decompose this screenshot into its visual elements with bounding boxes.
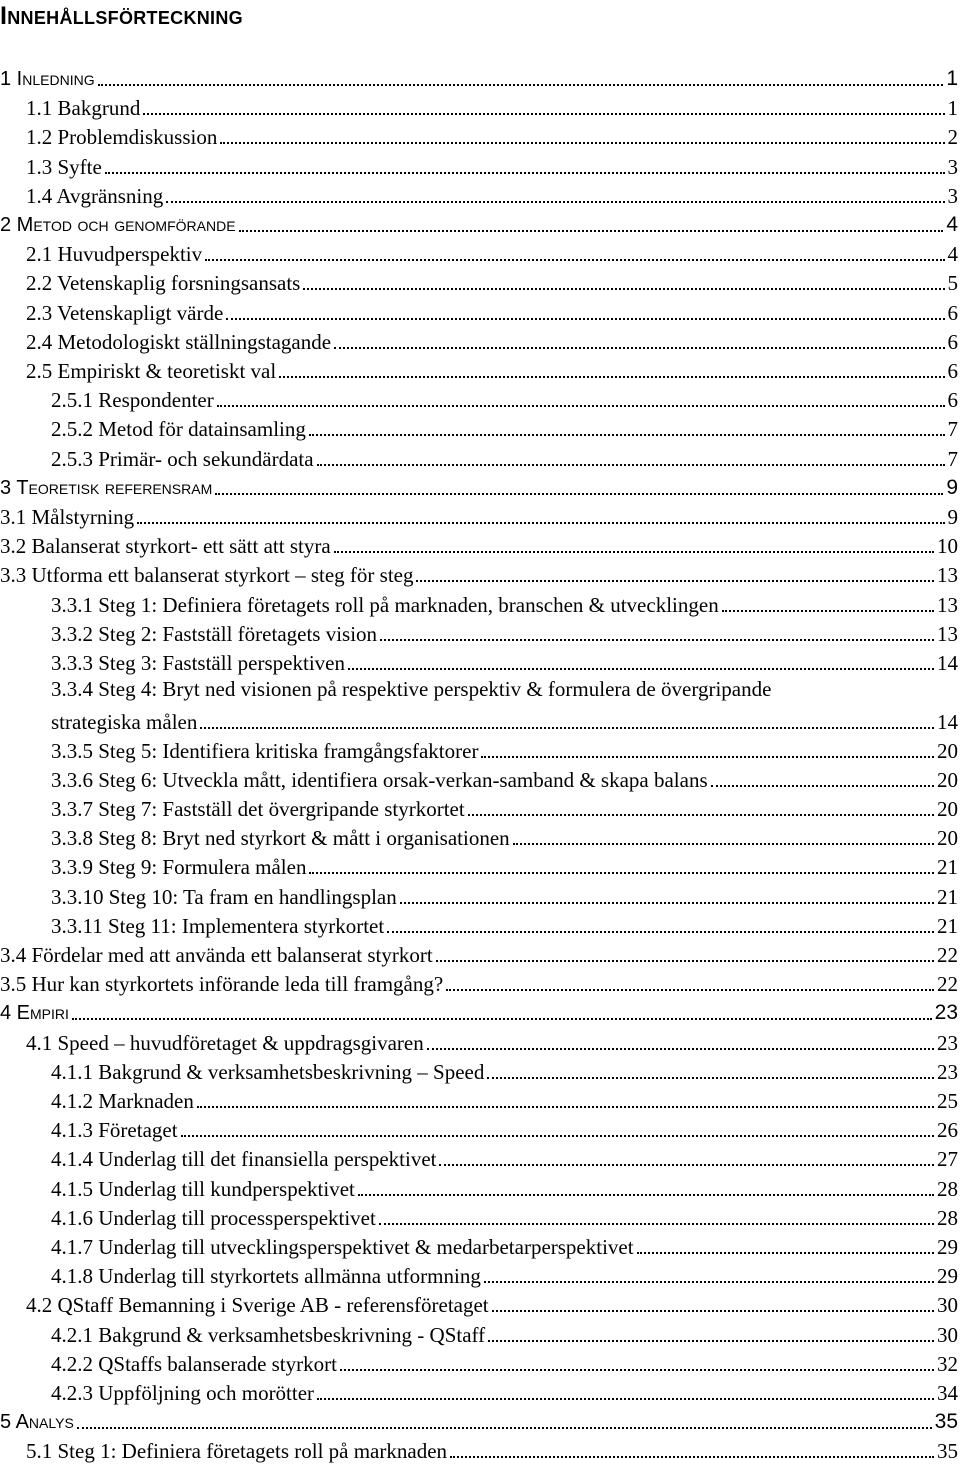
dot-leader (197, 1106, 934, 1108)
toc-entry-page-number: 1 (946, 67, 958, 90)
toc-entry[interactable] (0, 997, 958, 1026)
toc-entry[interactable] (0, 1260, 958, 1289)
toc-entry-title: 4.2.2 QStaffs balanserade styrkort (51, 1351, 337, 1376)
toc-entry[interactable] (0, 1143, 958, 1172)
dot-leader (340, 1369, 934, 1371)
dot-leader (722, 610, 934, 612)
toc-entry-page-number: 23 (937, 1059, 958, 1084)
toc-entry[interactable] (0, 881, 958, 910)
toc-entry-page-number: 32 (937, 1351, 958, 1376)
toc-entry[interactable] (0, 472, 958, 501)
toc-entry-page-number: 6 (947, 359, 958, 383)
toc-entry-title: 4.2 QStaff Bemanning i Sverige AB - referensföretaget (26, 1293, 489, 1318)
dot-leader (436, 960, 934, 962)
toc-entry-title: 1.3 Syfte (26, 154, 102, 179)
toc-entry-title: 3.5 Hur kan styrkortets införande leda till framgång? (0, 972, 444, 997)
toc-entry-page-number: 35 (934, 1410, 958, 1434)
toc-entry[interactable] (0, 764, 958, 793)
toc-entry[interactable] (0, 121, 958, 150)
dot-leader (143, 113, 944, 115)
toc-entry[interactable] (0, 209, 958, 238)
toc-entry[interactable] (0, 1056, 958, 1085)
toc-entry[interactable] (0, 355, 958, 384)
toc-entry-page-number: 22 (937, 972, 958, 997)
toc-entry[interactable] (0, 968, 958, 997)
toc-entry-page-number: 14 (937, 651, 958, 675)
dot-leader (200, 727, 934, 729)
toc-entry-title: 2.5.3 Primär- och sekundärdata (51, 446, 314, 471)
toc-entry[interactable] (0, 267, 958, 296)
dot-leader (303, 288, 944, 290)
toc-entry-page-number: 27 (937, 1147, 958, 1172)
toc-entry[interactable] (0, 63, 958, 92)
toc-entry[interactable] (0, 1027, 958, 1056)
toc-entry-page-number: 23 (934, 1001, 958, 1025)
toc-entry[interactable] (0, 822, 958, 851)
toc-entry-page-number: 30 (937, 1322, 958, 1347)
dot-leader (446, 989, 934, 991)
toc-entry-title: 4.2.3 Uppföljning och morötter (51, 1381, 315, 1405)
toc-entry-page-number: 22 (937, 943, 958, 967)
toc-entry-title: 3.3.11 Steg 11: Implementera styrkortet (51, 913, 385, 938)
dot-leader (220, 142, 944, 144)
toc-entry-title: 2.2 Vetenskaplig forsningsansats (26, 271, 301, 296)
toc-entry-title: 3.3.9 Steg 9: Formulera målen (51, 855, 307, 880)
dot-leader (181, 1135, 934, 1137)
toc-entry-title: 4.2.1 Bakgrund & verksamhetsbeskrivning - QStaff (51, 1322, 486, 1347)
dot-leader (317, 1398, 934, 1400)
toc-entry-title: 3 Teoretisk referensram (0, 476, 213, 499)
toc-entry[interactable] (0, 297, 958, 326)
dot-leader (334, 551, 934, 553)
dot-leader (380, 639, 934, 641)
toc-entry[interactable] (0, 1319, 958, 1348)
toc-entry-page-number: 6 (947, 329, 958, 354)
toc-entry[interactable] (0, 151, 958, 180)
toc-entry-title: 4.1.6 Underlag till processperspektivet (51, 1205, 376, 1230)
dot-leader (379, 1223, 934, 1225)
toc-entry[interactable] (0, 1231, 958, 1260)
toc-entry[interactable] (0, 1114, 958, 1143)
dot-leader (484, 1281, 934, 1283)
toc-entry-title: 4.1.3 Företaget (51, 1118, 178, 1143)
toc-entry-page-number: 14 (937, 709, 958, 734)
toc-entry[interactable] (0, 793, 958, 822)
toc-entry-title: 3.3.5 Steg 5: Identifiera kritiska framgångsfaktorer (51, 738, 479, 763)
toc-entry-title: 3.4 Fördelar med att använda ett balanserat styrkort (0, 943, 433, 967)
dot-leader (137, 522, 944, 524)
toc-entry-title: 3.3.10 Steg 10: Ta fram en handlingsplan (51, 884, 397, 909)
toc-entry-page-number: 7 (947, 446, 958, 471)
dot-leader (309, 872, 934, 874)
toc-title: Innehållsförteckning (0, 2, 243, 30)
toc-entry-page-number: 10 (937, 534, 958, 559)
toc-entry-page-number: 4 (947, 242, 958, 267)
toc-entry-title: 2.4 Metodologiskt ställningstagande (26, 329, 332, 354)
toc-entry-page-number: 3 (947, 154, 958, 179)
dot-leader (205, 259, 944, 261)
toc-entry-title: 3.3.8 Steg 8: Bryt ned styrkort & mått i organisationen (51, 826, 510, 851)
toc-entry-page-number: 13 (937, 592, 958, 617)
dot-leader (427, 1048, 934, 1050)
toc-entry-title: 1 Inledning (0, 68, 95, 90)
toc-entry-page-number: 9 (947, 505, 958, 529)
toc-entry-page-number: 26 (937, 1118, 958, 1143)
toc-entry-title: 4.1.8 Underlag till styrkortets allmänna utformning (51, 1264, 481, 1289)
dot-leader (279, 376, 944, 378)
toc-entry-page-number: 9 (946, 475, 958, 499)
dot-leader (239, 230, 944, 232)
toc-entry[interactable] (0, 1406, 958, 1435)
toc-entry-title: 3.3.7 Steg 7: Fastställ det övergripande styrkortet (51, 797, 465, 821)
dot-leader (105, 172, 945, 174)
dot-leader (317, 464, 945, 466)
toc-entry-title: 4.1.7 Underlag till utvecklingsperspektivet & medarbetarperspektivet (51, 1235, 634, 1259)
dot-leader (637, 1252, 934, 1254)
dot-leader (400, 902, 934, 904)
toc-entry-page-number: 20 (937, 797, 958, 821)
toc-entry-title: 4.1.2 Marknaden (51, 1089, 194, 1113)
dot-leader (358, 1194, 934, 1196)
toc-entry-title: 3.2 Balanserat styrkort- ett sätt att styra (0, 534, 331, 559)
toc-entry-title: 2.3 Vetenskapligt värde (26, 300, 224, 325)
toc-entry-title: 5 Analys (0, 1411, 74, 1434)
dot-leader (416, 580, 934, 582)
dot-leader (481, 756, 934, 758)
toc-entry-title: 4.1 Speed – huvudföretaget & uppdragsgivaren (26, 1030, 424, 1055)
toc-entry-title: 4.1.4 Underlag till det finansiella perspektivet (51, 1147, 437, 1172)
toc-entry[interactable] (0, 1173, 958, 1202)
toc-entry-page-number: 3 (947, 183, 958, 208)
toc-entry[interactable] (0, 92, 958, 121)
dot-leader (217, 405, 945, 407)
toc-entry-title: 3.3.6 Steg 6: Utveckla mått, identifiera orsak-verkan-samband & skapa balans (51, 767, 708, 792)
toc-entry-title: 4 Empiri (0, 1002, 69, 1025)
toc-entry-title: 2.5.1 Respondenter (51, 388, 214, 413)
toc-entry-page-number: 30 (937, 1293, 958, 1318)
toc-entry[interactable] (0, 530, 958, 559)
toc-entry-page-number: 1 (947, 96, 958, 121)
toc-entry[interactable] (0, 238, 958, 267)
toc-entry-title: 4.1.5 Underlag till kundperspektivet (51, 1176, 355, 1201)
dot-leader (487, 1077, 934, 1079)
toc-entry[interactable] (0, 851, 958, 880)
toc-entry[interactable] (0, 384, 958, 413)
toc-entry-title: 1.4 Avgränsning (26, 183, 164, 208)
dot-leader (488, 1340, 934, 1342)
toc-entry[interactable] (0, 589, 958, 618)
dot-leader (387, 931, 934, 933)
toc-entry-title: 3.3.1 Steg 1: Definiera företagets roll på marknaden, branschen & utvecklingen (51, 592, 719, 617)
toc-entry-page-number: 25 (937, 1089, 958, 1113)
toc-entry[interactable] (0, 413, 958, 442)
toc-entry-title: 3.3.2 Steg 2: Fastställ företagets vision (51, 621, 378, 646)
toc-entry-title: 2 Metod och genomförande (0, 214, 236, 236)
dot-leader (513, 843, 934, 845)
toc-entry[interactable] (0, 1348, 958, 1377)
toc-entry-page-number: 20 (937, 738, 958, 763)
toc-entry[interactable] (0, 618, 958, 647)
toc-entry-page-number: 23 (937, 1030, 958, 1055)
toc-entry-title: 3.3.3 Steg 3: Fastställ perspektiven (51, 651, 345, 675)
toc-entry[interactable] (0, 1202, 958, 1231)
toc-entry-page-number: 29 (937, 1264, 958, 1289)
toc-entry-title: 2.1 Huvudperspektiv (26, 242, 203, 267)
toc-entry-title: 3.3 Utforma ett balanserat styrkort – steg för steg (0, 563, 414, 588)
dot-leader (468, 814, 934, 816)
toc-entry-title-continuation: strategiska målen (51, 709, 198, 734)
toc-entry[interactable] (0, 180, 958, 209)
dot-leader (72, 1018, 932, 1020)
toc-entry[interactable] (0, 1289, 958, 1318)
toc-entry-title: 3.3.4 Steg 4: Bryt ned visionen på respektive perspektiv & formulera de övergripande (51, 677, 772, 702)
toc-entry-page-number: 21 (937, 913, 958, 938)
toc-entry-page-number: 4 (946, 213, 958, 236)
toc-entry-title: 1.2 Problemdiskussion (26, 125, 218, 150)
toc-entry-page-number: 7 (947, 417, 958, 442)
dot-leader (77, 1427, 932, 1429)
toc-entry-page-number: 34 (937, 1381, 958, 1405)
toc-entry[interactable] (0, 735, 958, 764)
toc-entry[interactable] (0, 910, 958, 939)
toc-entry-page-number: 13 (937, 563, 958, 588)
toc-entry-page-number: 2 (947, 125, 958, 150)
dot-leader (226, 318, 944, 320)
toc-entry-page-number: 35 (937, 1439, 958, 1464)
dot-leader (348, 668, 934, 670)
dot-leader (492, 1310, 934, 1312)
toc-entry-title: 3.1 Målstyrning (0, 505, 135, 529)
dot-leader (309, 434, 945, 436)
dot-leader (215, 493, 943, 495)
toc-entry[interactable] (0, 676, 958, 734)
toc-entry[interactable] (0, 1435, 958, 1464)
toc-entry-page-number: 21 (937, 855, 958, 880)
toc-entry-page-number: 13 (937, 621, 958, 646)
toc-entry-page-number: 5 (947, 271, 958, 296)
dot-leader (439, 1164, 934, 1166)
toc-entry-title: 1.1 Bakgrund (26, 96, 141, 121)
toc-entry[interactable] (0, 647, 958, 676)
toc-entry[interactable] (0, 1085, 958, 1114)
toc-entry-page-number: 29 (937, 1235, 958, 1259)
toc-entry[interactable] (0, 1377, 958, 1406)
toc-entry-page-number: 20 (937, 767, 958, 792)
dot-leader (711, 785, 934, 787)
toc-entry-page-number: 28 (937, 1205, 958, 1230)
dot-leader (166, 201, 944, 203)
toc-entry[interactable] (0, 443, 958, 472)
toc-entry-page-number: 21 (937, 884, 958, 909)
toc-entry-title: 2.5 Empiriskt & teoretiskt val (26, 359, 277, 383)
dot-leader (334, 347, 944, 349)
toc-entry-page-number: 20 (937, 826, 958, 851)
toc-entry[interactable] (0, 326, 958, 355)
toc-entry-page-number: 28 (937, 1176, 958, 1201)
toc-entry-title: 5.1 Steg 1: Definiera företagets roll på marknaden (26, 1439, 448, 1464)
toc-entry[interactable] (0, 559, 958, 588)
toc-entry-page-number: 6 (947, 300, 958, 325)
toc-entry[interactable] (0, 939, 958, 968)
toc-entry-title: 2.5.2 Metod för datainsamling (51, 417, 306, 442)
dot-leader (450, 1456, 934, 1458)
toc-entry-title: 4.1.1 Bakgrund & verksamhetsbeskrivning – Speed (51, 1059, 485, 1084)
dot-leader (98, 84, 944, 86)
toc-entry[interactable] (0, 501, 958, 530)
toc-entry-page-number: 6 (947, 388, 958, 413)
